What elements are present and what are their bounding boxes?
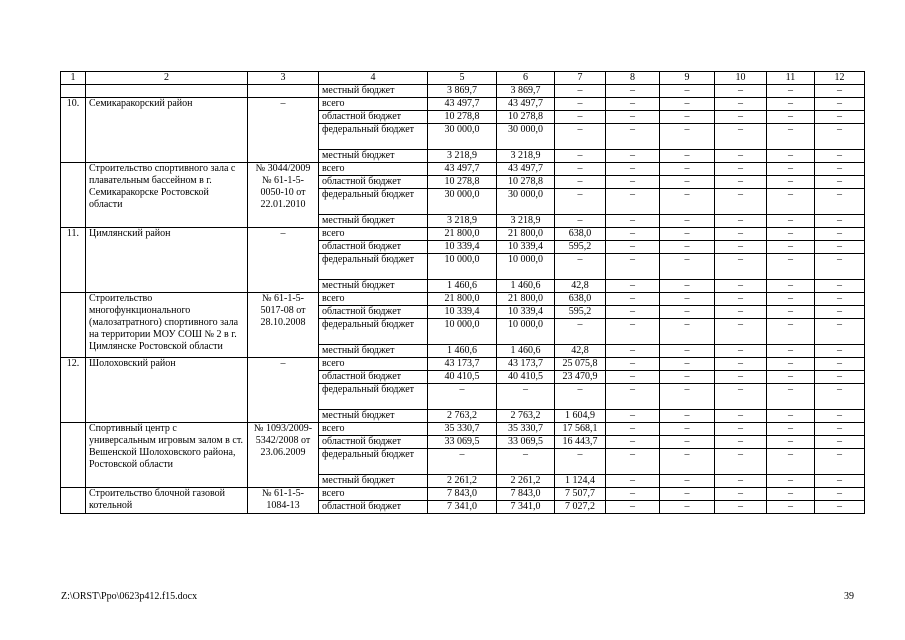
table-body: [61, 72, 865, 514]
funding-source: федеральный бюджет: [319, 384, 428, 410]
value-cell: 35 330,7: [497, 423, 555, 436]
value-cell: –: [767, 345, 815, 358]
value-cell: –: [715, 215, 767, 228]
value-cell: 1 460,6: [428, 280, 497, 293]
value-cell: –: [606, 215, 660, 228]
value-cell: –: [660, 189, 715, 215]
footer-file-path: Z:\ORST\Ppo\0623p412.f15.docx: [61, 591, 198, 602]
value-cell: 2 763,2: [497, 410, 555, 423]
value-cell: –: [815, 501, 865, 514]
value-cell: 43 497,7: [428, 163, 497, 176]
value-cell: 10 339,4: [428, 241, 497, 254]
value-cell: –: [555, 319, 606, 345]
value-cell: 16 443,7: [555, 436, 606, 449]
value-cell: 1 460,6: [497, 280, 555, 293]
object-name: Строительство многофункционального (малозатратного) спортивного зала на территории МОУ СОШ № 2 в г. Цимлянске Ростовской области: [86, 293, 248, 358]
value-cell: –: [660, 241, 715, 254]
value-cell: 7 507,7: [555, 488, 606, 501]
value-cell: 3 218,9: [428, 150, 497, 163]
funding-source: местный бюджет: [319, 345, 428, 358]
object-name: Строительство блочной газовой котельной: [86, 488, 248, 514]
value-cell: –: [815, 410, 865, 423]
value-cell: –: [715, 254, 767, 280]
value-cell: 17 568,1: [555, 423, 606, 436]
value-cell: –: [715, 371, 767, 384]
value-cell: –: [660, 215, 715, 228]
value-cell: 10 000,0: [497, 319, 555, 345]
value-cell: 43 497,7: [497, 163, 555, 176]
document-number: –: [248, 228, 319, 293]
value-cell: –: [660, 358, 715, 371]
value-cell: –: [767, 176, 815, 189]
value-cell: 25 075,8: [555, 358, 606, 371]
value-cell: 2 763,2: [428, 410, 497, 423]
value-cell: –: [606, 475, 660, 488]
value-cell: 3 869,7: [428, 85, 497, 98]
row-number: [61, 85, 86, 98]
value-cell: –: [660, 345, 715, 358]
value-cell: –: [815, 98, 865, 111]
value-cell: 3 218,9: [428, 215, 497, 228]
value-cell: 7 341,0: [428, 501, 497, 514]
value-cell: –: [715, 436, 767, 449]
value-cell: 1 460,6: [497, 345, 555, 358]
value-cell: –: [606, 423, 660, 436]
value-cell: –: [767, 189, 815, 215]
row-number: 12.: [61, 358, 86, 423]
funding-source: местный бюджет: [319, 215, 428, 228]
value-cell: –: [660, 319, 715, 345]
object-name: Строительство спортивного зала с плавательным бассейном в г. Семикаракорске Ростовской области: [86, 163, 248, 228]
page-number: 39: [844, 591, 854, 602]
value-cell: –: [767, 163, 815, 176]
funding-source: федеральный бюджет: [319, 319, 428, 345]
value-cell: –: [660, 488, 715, 501]
value-cell: 10 278,8: [428, 111, 497, 124]
value-cell: –: [715, 319, 767, 345]
row-number: [61, 293, 86, 358]
value-cell: –: [606, 85, 660, 98]
value-cell: –: [660, 449, 715, 475]
value-cell: –: [555, 124, 606, 150]
value-cell: –: [815, 293, 865, 306]
table-row: [61, 85, 865, 98]
value-cell: 10 278,8: [497, 111, 555, 124]
value-cell: –: [660, 228, 715, 241]
row-number: [61, 163, 86, 228]
value-cell: –: [606, 111, 660, 124]
value-cell: 30 000,0: [497, 124, 555, 150]
value-cell: –: [715, 241, 767, 254]
value-cell: –: [715, 150, 767, 163]
value-cell: –: [555, 111, 606, 124]
value-cell: –: [767, 254, 815, 280]
object-name: [86, 85, 248, 98]
value-cell: –: [660, 98, 715, 111]
value-cell: –: [715, 384, 767, 410]
funding-source: местный бюджет: [319, 85, 428, 98]
value-cell: –: [660, 176, 715, 189]
value-cell: –: [715, 98, 767, 111]
value-cell: –: [767, 280, 815, 293]
value-cell: –: [606, 371, 660, 384]
value-cell: –: [497, 449, 555, 475]
value-cell: –: [606, 410, 660, 423]
header-cell: 1: [61, 72, 86, 85]
value-cell: 42,8: [555, 345, 606, 358]
value-cell: 7 341,0: [497, 501, 555, 514]
value-cell: –: [555, 98, 606, 111]
value-cell: –: [606, 358, 660, 371]
value-cell: –: [715, 228, 767, 241]
table-row: [61, 293, 865, 306]
value-cell: –: [767, 488, 815, 501]
value-cell: –: [660, 436, 715, 449]
value-cell: –: [660, 371, 715, 384]
value-cell: 638,0: [555, 228, 606, 241]
value-cell: –: [715, 410, 767, 423]
header-cell: 3: [248, 72, 319, 85]
value-cell: 10 278,8: [497, 176, 555, 189]
funding-source: всего: [319, 98, 428, 111]
value-cell: 30 000,0: [428, 189, 497, 215]
value-cell: –: [606, 319, 660, 345]
value-cell: –: [606, 150, 660, 163]
value-cell: –: [767, 98, 815, 111]
row-number: 10.: [61, 98, 86, 163]
header-cell: 11: [767, 72, 815, 85]
value-cell: 10 339,4: [497, 241, 555, 254]
funding-source: всего: [319, 228, 428, 241]
value-cell: –: [606, 189, 660, 215]
value-cell: –: [715, 176, 767, 189]
value-cell: 7 843,0: [497, 488, 555, 501]
value-cell: –: [715, 124, 767, 150]
value-cell: –: [715, 306, 767, 319]
value-cell: –: [660, 150, 715, 163]
value-cell: –: [715, 85, 767, 98]
value-cell: –: [606, 176, 660, 189]
value-cell: –: [428, 449, 497, 475]
value-cell: –: [606, 241, 660, 254]
value-cell: 23 470,9: [555, 371, 606, 384]
value-cell: –: [815, 280, 865, 293]
table-row: [61, 228, 865, 241]
value-cell: –: [767, 449, 815, 475]
value-cell: –: [660, 501, 715, 514]
value-cell: –: [660, 85, 715, 98]
value-cell: –: [660, 423, 715, 436]
value-cell: 595,2: [555, 306, 606, 319]
header-row: [61, 72, 865, 85]
value-cell: –: [815, 384, 865, 410]
value-cell: 3 218,9: [497, 215, 555, 228]
document-number: № 1093/2009-5342/2008 от 23.06.2009: [248, 423, 319, 488]
row-number: [61, 488, 86, 514]
value-cell: –: [715, 358, 767, 371]
value-cell: –: [497, 384, 555, 410]
funding-source: всего: [319, 423, 428, 436]
value-cell: –: [815, 254, 865, 280]
value-cell: 33 069,5: [497, 436, 555, 449]
value-cell: –: [660, 475, 715, 488]
value-cell: –: [606, 306, 660, 319]
value-cell: –: [606, 124, 660, 150]
value-cell: –: [767, 306, 815, 319]
value-cell: –: [815, 436, 865, 449]
object-name: Шолоховский район: [86, 358, 248, 423]
value-cell: –: [606, 384, 660, 410]
funding-source: местный бюджет: [319, 475, 428, 488]
header-cell: 4: [319, 72, 428, 85]
table-row: [61, 98, 865, 111]
value-cell: –: [767, 410, 815, 423]
value-cell: –: [715, 163, 767, 176]
value-cell: –: [815, 449, 865, 475]
value-cell: 30 000,0: [428, 124, 497, 150]
value-cell: –: [767, 436, 815, 449]
header-cell: 10: [715, 72, 767, 85]
funding-source: местный бюджет: [319, 410, 428, 423]
value-cell: 2 261,2: [497, 475, 555, 488]
value-cell: –: [767, 111, 815, 124]
value-cell: –: [428, 384, 497, 410]
value-cell: 30 000,0: [497, 189, 555, 215]
value-cell: 1 460,6: [428, 345, 497, 358]
value-cell: –: [715, 488, 767, 501]
value-cell: –: [815, 241, 865, 254]
funding-source: областной бюджет: [319, 501, 428, 514]
value-cell: –: [815, 371, 865, 384]
value-cell: 43 497,7: [497, 98, 555, 111]
value-cell: 595,2: [555, 241, 606, 254]
value-cell: –: [815, 111, 865, 124]
value-cell: –: [555, 163, 606, 176]
header-cell: 7: [555, 72, 606, 85]
value-cell: –: [606, 293, 660, 306]
object-name: Семикаракорский район: [86, 98, 248, 163]
value-cell: –: [815, 358, 865, 371]
value-cell: 10 339,4: [497, 306, 555, 319]
object-name: Спортивный центр с универсальным игровым залом в ст. Вешенской Шолоховского района, Ростовской области: [86, 423, 248, 488]
value-cell: –: [715, 293, 767, 306]
document-number: –: [248, 98, 319, 163]
object-name: Цимлянский район: [86, 228, 248, 293]
funding-source: федеральный бюджет: [319, 124, 428, 150]
value-cell: –: [606, 163, 660, 176]
value-cell: –: [606, 280, 660, 293]
value-cell: 21 800,0: [497, 228, 555, 241]
value-cell: –: [606, 228, 660, 241]
funding-source: всего: [319, 293, 428, 306]
value-cell: –: [715, 423, 767, 436]
table-row: [61, 358, 865, 371]
value-cell: 2 261,2: [428, 475, 497, 488]
funding-source: местный бюджет: [319, 280, 428, 293]
value-cell: –: [715, 111, 767, 124]
value-cell: –: [767, 501, 815, 514]
value-cell: –: [815, 475, 865, 488]
header-cell: 6: [497, 72, 555, 85]
header-cell: 5: [428, 72, 497, 85]
value-cell: –: [715, 345, 767, 358]
value-cell: 7 027,2: [555, 501, 606, 514]
funding-source: областной бюджет: [319, 241, 428, 254]
value-cell: –: [715, 501, 767, 514]
value-cell: –: [606, 488, 660, 501]
value-cell: –: [815, 189, 865, 215]
funding-source: федеральный бюджет: [319, 254, 428, 280]
value-cell: 21 800,0: [428, 228, 497, 241]
value-cell: –: [815, 85, 865, 98]
value-cell: –: [555, 150, 606, 163]
value-cell: 43 173,7: [428, 358, 497, 371]
value-cell: 21 800,0: [428, 293, 497, 306]
value-cell: –: [815, 215, 865, 228]
value-cell: 10 000,0: [428, 254, 497, 280]
table-row: [61, 423, 865, 436]
value-cell: 43 497,7: [428, 98, 497, 111]
value-cell: 10 339,4: [428, 306, 497, 319]
value-cell: –: [767, 150, 815, 163]
value-cell: –: [555, 449, 606, 475]
value-cell: –: [715, 189, 767, 215]
value-cell: –: [767, 319, 815, 345]
value-cell: –: [606, 345, 660, 358]
value-cell: –: [815, 163, 865, 176]
row-number: 11.: [61, 228, 86, 293]
header-cell: 2: [86, 72, 248, 85]
value-cell: –: [815, 319, 865, 345]
budget-table: [60, 71, 865, 514]
value-cell: –: [815, 423, 865, 436]
value-cell: –: [606, 254, 660, 280]
value-cell: 7 843,0: [428, 488, 497, 501]
value-cell: –: [815, 124, 865, 150]
value-cell: –: [660, 410, 715, 423]
value-cell: 43 173,7: [497, 358, 555, 371]
value-cell: –: [815, 306, 865, 319]
value-cell: –: [660, 280, 715, 293]
value-cell: –: [555, 254, 606, 280]
value-cell: –: [660, 124, 715, 150]
value-cell: 1 124,4: [555, 475, 606, 488]
value-cell: 21 800,0: [497, 293, 555, 306]
value-cell: –: [660, 254, 715, 280]
value-cell: 10 278,8: [428, 176, 497, 189]
value-cell: –: [815, 150, 865, 163]
funding-source: областной бюджет: [319, 371, 428, 384]
value-cell: –: [660, 111, 715, 124]
value-cell: –: [660, 293, 715, 306]
funding-source: федеральный бюджет: [319, 189, 428, 215]
value-cell: –: [815, 176, 865, 189]
funding-source: всего: [319, 358, 428, 371]
document-number: № 61-1-5-1084-13: [248, 488, 319, 514]
value-cell: –: [767, 124, 815, 150]
value-cell: –: [815, 228, 865, 241]
value-cell: –: [606, 501, 660, 514]
value-cell: –: [767, 215, 815, 228]
value-cell: –: [767, 241, 815, 254]
document-number: [248, 85, 319, 98]
value-cell: –: [767, 423, 815, 436]
funding-source: федеральный бюджет: [319, 449, 428, 475]
funding-source: всего: [319, 163, 428, 176]
value-cell: –: [555, 85, 606, 98]
value-cell: –: [767, 371, 815, 384]
value-cell: –: [555, 384, 606, 410]
row-number: [61, 423, 86, 488]
value-cell: –: [767, 384, 815, 410]
funding-source: областной бюджет: [319, 306, 428, 319]
value-cell: 3 218,9: [497, 150, 555, 163]
header-cell: 8: [606, 72, 660, 85]
value-cell: –: [767, 475, 815, 488]
value-cell: –: [767, 85, 815, 98]
value-cell: –: [660, 384, 715, 410]
table-row: [61, 163, 865, 176]
value-cell: –: [555, 176, 606, 189]
value-cell: –: [660, 163, 715, 176]
value-cell: –: [715, 449, 767, 475]
value-cell: 10 000,0: [428, 319, 497, 345]
value-cell: 40 410,5: [497, 371, 555, 384]
value-cell: –: [660, 306, 715, 319]
value-cell: –: [606, 449, 660, 475]
value-cell: –: [767, 293, 815, 306]
value-cell: 35 330,7: [428, 423, 497, 436]
value-cell: 638,0: [555, 293, 606, 306]
header-cell: 12: [815, 72, 865, 85]
funding-source: всего: [319, 488, 428, 501]
value-cell: –: [606, 98, 660, 111]
value-cell: 40 410,5: [428, 371, 497, 384]
value-cell: 33 069,5: [428, 436, 497, 449]
value-cell: 42,8: [555, 280, 606, 293]
value-cell: –: [815, 488, 865, 501]
funding-source: областной бюджет: [319, 436, 428, 449]
document-number: № 61-1-5-5017-08 от 28.10.2008: [248, 293, 319, 358]
value-cell: 3 869,7: [497, 85, 555, 98]
value-cell: 10 000,0: [497, 254, 555, 280]
value-cell: –: [715, 280, 767, 293]
header-cell: 9: [660, 72, 715, 85]
value-cell: –: [715, 475, 767, 488]
value-cell: –: [815, 345, 865, 358]
funding-source: местный бюджет: [319, 150, 428, 163]
document-number: № 3044/2009 № 61-1-5-0050-10 от 22.01.2010: [248, 163, 319, 228]
value-cell: –: [606, 436, 660, 449]
value-cell: –: [555, 189, 606, 215]
table-row: [61, 488, 865, 501]
document-number: –: [248, 358, 319, 423]
funding-source: областной бюджет: [319, 111, 428, 124]
value-cell: 1 604,9: [555, 410, 606, 423]
value-cell: –: [767, 228, 815, 241]
funding-source: областной бюджет: [319, 176, 428, 189]
value-cell: –: [767, 358, 815, 371]
value-cell: –: [555, 215, 606, 228]
